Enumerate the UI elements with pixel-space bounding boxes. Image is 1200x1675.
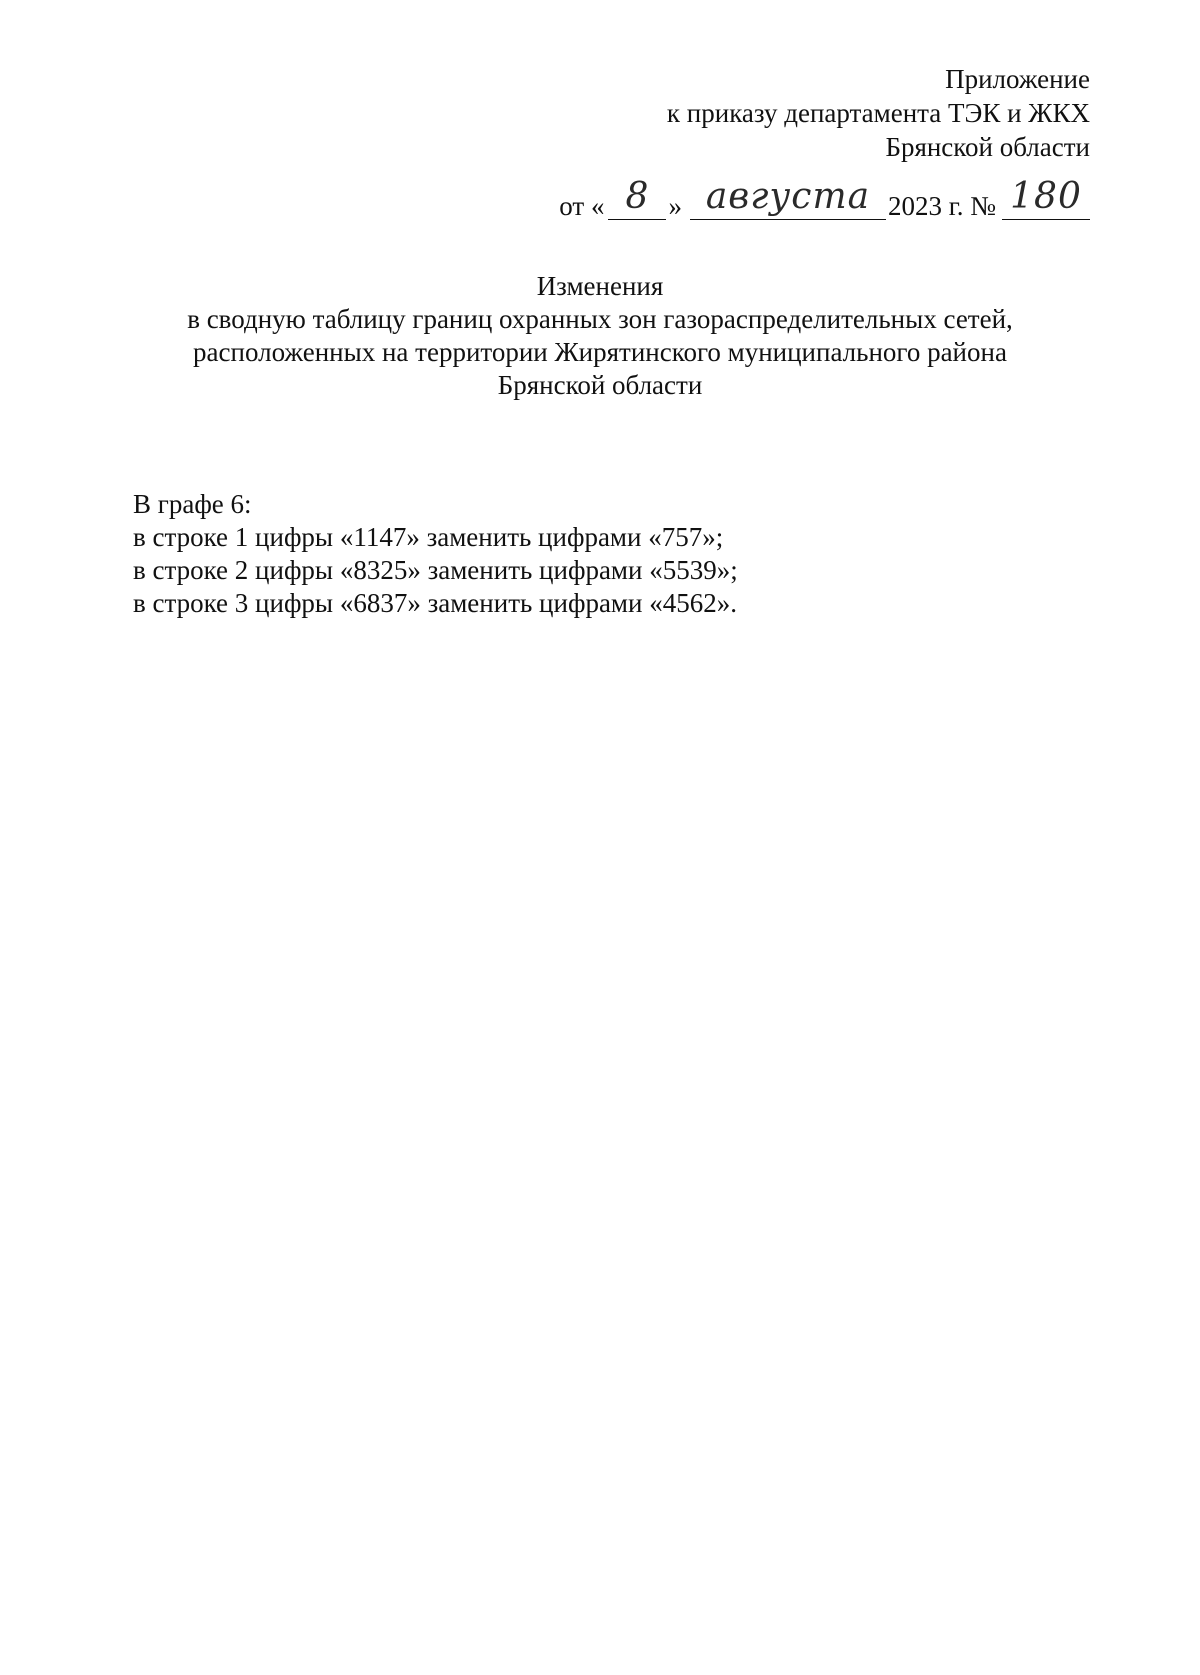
handwritten-month: августа [705, 176, 871, 217]
body-row-1-change: в строке 1 цифры «1147» заменить цифрами «757»; [133, 522, 724, 552]
body-row-2-change: в строке 2 цифры «8325» заменить цифрами «5539»; [133, 555, 738, 585]
month-blank [690, 175, 886, 220]
order-date-line [559, 168, 1090, 228]
appendix-order-ref: к приказу департамента ТЭК и ЖКХ [666, 98, 1090, 128]
title-line-2: в сводную таблицу границ охранных зон газораспределительных сетей, [187, 304, 1013, 334]
appendix-header [667, 62, 1090, 164]
title-line-4: Брянской области [497, 370, 703, 400]
number-blank [1002, 175, 1090, 220]
date-quote-close: » [668, 191, 682, 221]
year-and-number-label: 2023 г. № [887, 191, 996, 221]
title-line-3: расположенных на территории Жирятинского муниципального района [193, 337, 1007, 367]
document-title [100, 270, 1100, 402]
appendix-region: Брянской области [885, 132, 1090, 162]
handwritten-day: 8 [625, 176, 650, 217]
body-intro: В графе 6: [133, 489, 252, 519]
body-row-3-change: в строке 3 цифры «6837» заменить цифрами «4562». [133, 588, 737, 618]
handwritten-order-number: 180 [1010, 176, 1082, 217]
title-heading: Изменения [536, 271, 664, 301]
appendix-label: Приложение [945, 64, 1090, 94]
document-body [133, 488, 738, 620]
date-prefix: от « [559, 191, 605, 221]
day-blank [608, 175, 666, 220]
